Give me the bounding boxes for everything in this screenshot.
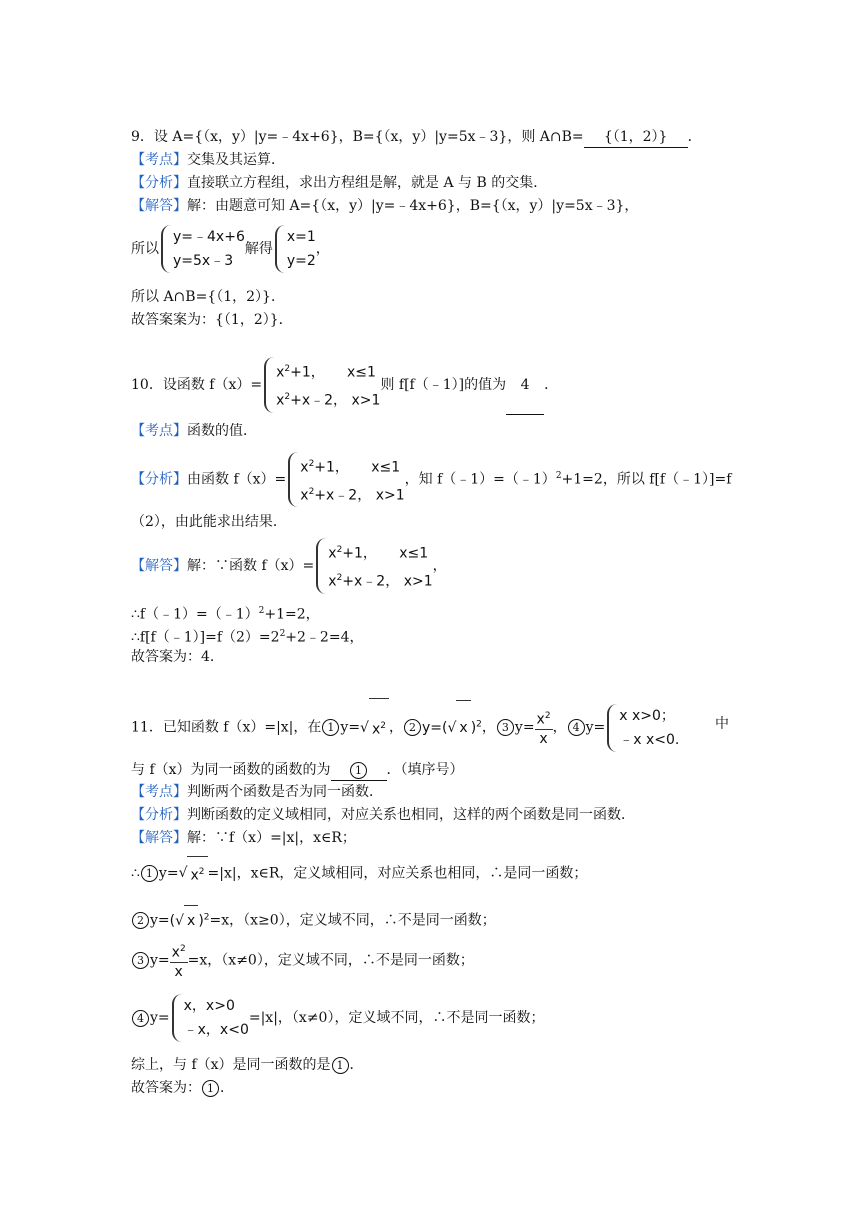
q10-final: 故答案为：4．	[131, 649, 224, 665]
jieda-tag: 【解答】	[131, 830, 187, 846]
q10-jieda: 【解答】解：∵函数 f（x）= $x^2+1$， x≤1 $x^2+x﹣2$， x>1 ，	[131, 538, 447, 594]
q9-equation-system: y=﹣4x+6 y=5x﹣3	[159, 225, 245, 273]
q11-stem-line2: 与 f（x）为同一函数的函数的为 1 ．（填序号）	[131, 760, 464, 781]
q11-kaodian: 【考点】判断两个函数是否为同一函数．	[131, 784, 383, 800]
q10-piecewise-function: $x^2+1$， x≤1 $x^2+x﹣2$， x>1	[286, 452, 404, 507]
q10-fenxi-line2: （2），由此能求出结果．	[131, 514, 287, 530]
q11-jieda: 【解答】解：∵f（x）=|x|，x∈R；	[131, 830, 356, 846]
q11-case-4: 4 y= x，x>0 ﹣x，x<0 =|x|，（x≠0），定义域不同，∴不是同一函数；	[131, 990, 544, 1046]
q11-fenxi: 【分析】判断函数的定义域相同，对应关系也相同，这样的两个函数是同一函数．	[131, 807, 635, 823]
kaodian-tag: 【考点】	[131, 152, 187, 168]
fraction: $\frac{x^2}{x}$	[170, 940, 188, 981]
q10-answer-blank: 4	[506, 356, 544, 415]
fenxi-tag: 【分析】	[131, 807, 187, 823]
q10-kaodian: 【考点】函数的值．	[131, 423, 257, 439]
q10-piecewise-function: $x^2+1$， x≤1 $x^2+x﹣2$， x>1	[314, 538, 432, 593]
fenxi-tag: 【分析】	[131, 175, 187, 191]
q10-fenxi: 【分析】由函数 f（x）= $x^2+1$， x≤1 $x^2+x﹣2$， x>1 ，知 f（﹣1）=（﹣1）$^2$+1=2，所以 f[f（﹣1）]=f	[131, 448, 731, 508]
q11-case-2: 2 y=(√ x )$^2$=x，（x≥0），定义域不同，∴不是同一函数；	[131, 902, 496, 936]
q11-stem-mid: 中	[715, 716, 729, 732]
q9-system: 所以 y=﹣4x+6 y=5x﹣3 解得 x=1 y=2 ，	[131, 224, 330, 274]
q11-summary: 综上，与 f（x）是同一函数的是 1 ．	[131, 1057, 364, 1073]
fraction: $\frac{x^2}{x}$	[535, 707, 553, 748]
q10-stem: 10．设函数 f（x）= $x^2+1$， x≤1 $x^2+x﹣2$， x>1 则 f[f（﹣1）]的值为 4 ．	[131, 356, 558, 415]
q11-piecewise-function: x x>0； ﹣x x<0.	[605, 704, 679, 752]
q9-solution-system: x=1 y=2	[273, 225, 316, 273]
q9-jieda: 【解答】解：由题意可知 A={（x，y）|y=﹣4x+6}，B={（x，y）|y=5x﹣3}，	[131, 198, 639, 214]
q11-stem: 11．已知函数 f（x）=|x|，在 1 y=√ $x^2$ ， 2 y=(√ x )$^2$， 3 y= $\frac{x^2}{x}$ ， 4 y= x x>0； ﹣x x<0.	[131, 697, 731, 757]
jieda-tag: 【解答】	[131, 198, 187, 214]
q9-fenxi: 【分析】直接联立方程组，求出方程组是解，就是 A 与 B 的交集．	[131, 175, 548, 191]
q9-kaodian: 【考点】交集及其运算．	[131, 152, 285, 168]
q11-case-3: 3 y= $\frac{x^2}{x}$ =x，（x≠0），定义域不同，∴不是同一函数；	[131, 940, 474, 981]
q9-result: 所以 A∩B={（1，2）}．	[131, 289, 285, 305]
q11-piecewise-function: x，x>0 ﹣x，x<0	[170, 994, 249, 1042]
q9-answer-blank: {（1，2）}	[584, 127, 688, 148]
q11-case-1: ∴ 1 y=√ $x^2 =|x|$，x∈R，定义域相同，对应关系也相同，∴是同一函数；	[131, 856, 587, 891]
q10-piecewise-function: $x^2+1$， x≤1 $x^2+x﹣2$， x>1	[262, 357, 380, 412]
q9-stem: 9．设 A={（x，y）|y=﹣4x+6}，B={（x，y）|y=5x﹣3}，则 A∩B= {（1，2）} ．	[131, 127, 702, 148]
kaodian-tag: 【考点】	[131, 423, 187, 439]
q10-step2: $\therefore f[f(﹣1)]=f(2)=2^2+2﹣2=4$，	[131, 629, 364, 646]
q10-step1: ∴f（﹣1）=（﹣1）$^2$+1=2，	[131, 606, 320, 623]
kaodian-tag: 【考点】	[131, 784, 187, 800]
fenxi-tag: 【分析】	[131, 471, 187, 488]
q11-answer-blank: 1	[331, 760, 387, 781]
q11-final: 故答案为： 1 ．	[131, 1080, 234, 1096]
jieda-tag: 【解答】	[131, 558, 187, 574]
q9-final: 故答案案为：{（1，2）}．	[131, 312, 293, 328]
